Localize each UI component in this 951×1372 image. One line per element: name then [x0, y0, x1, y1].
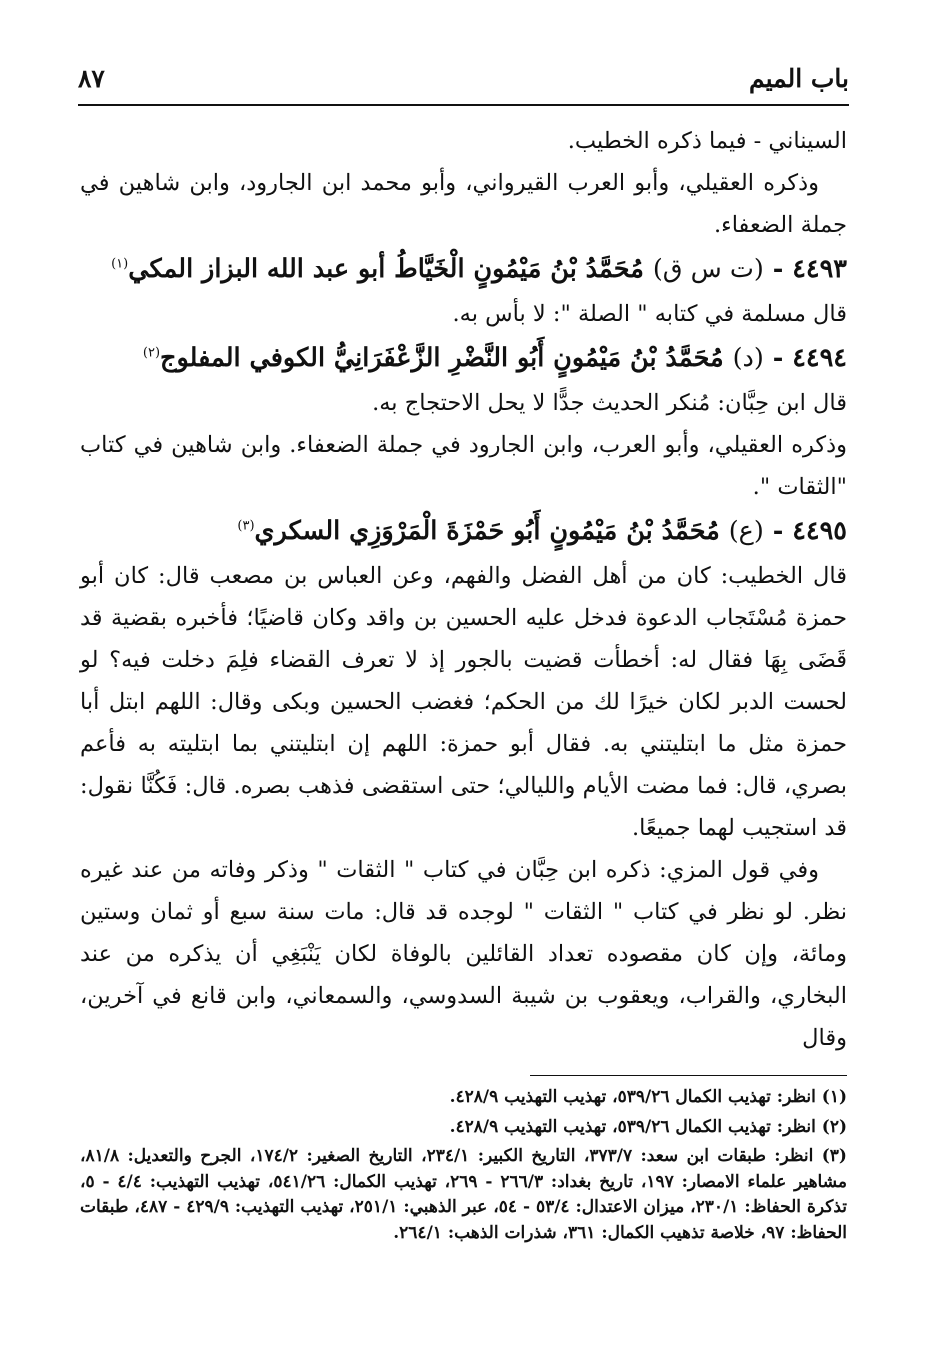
- entry-number: ٤٤٩٥ -: [772, 516, 847, 546]
- paragraph: قال ابن حِبَّان: مُنكر الحديث جدًّا لا يحل الاحتجاج به.: [372, 390, 847, 416]
- paragraph: وذكره العقيلي، وأبو العرب، وابن الجارود في جملة الضعفاء. وابن شاهين في كتاب "الثقات ".: [80, 432, 847, 500]
- entry-code: (د): [732, 343, 764, 373]
- footnotes: [80, 1085, 847, 1250]
- page-number: ٨٧: [78, 64, 105, 93]
- entry-heading-4494: [80, 335, 847, 382]
- paragraph: السيناني - فيما ذكره الخطيب.: [567, 128, 847, 154]
- entry-name: مُحَمَّدُ بْنُ مَيْمُونٍ أَبُو النَّضْرِ الزَّعْفَرَانِيُّ الكوفي المفلوج: [160, 343, 724, 373]
- footnote: (١) انظر: تهذيب الكمال ٥٣٩/٢٦، تهذيب التهذيب ٤٢٨/٩.: [449, 1087, 847, 1107]
- footnote-divider: [530, 1075, 847, 1076]
- entry-heading-4495: [80, 508, 847, 555]
- footnote-ref: (١): [111, 256, 129, 272]
- entry-heading-4493: [80, 246, 847, 293]
- paragraph: وذكره العقيلي، وأبو العرب القيرواني، وأبو محمد ابن الجارود، وابن شاهين في جملة الضعفاء.: [80, 170, 847, 238]
- entry-code: (ع): [728, 516, 764, 546]
- main-text: [80, 120, 847, 1059]
- footnote-ref: (٢): [142, 345, 161, 361]
- entry-name: مُحَمَّدُ بْنُ مَيْمُونٍ الْخَيَّاطُ أبو عبد الله البزاز المكي: [128, 254, 644, 284]
- paragraph: وفي قول المزي: ذكره ابن حِبَّان في كتاب " الثقات " وذكر وفاته من عند غيره نظر. لو نظر في كتاب " الثقات " لوجده قد قال: مات سنة سبع أو ثمان وستين ومائة، وإن كان مقصوده تعداد القائلين بالوفاة لكان يَنْبَغِي أن يذكره من عند البخاري، والقراب، ويعقوب بن شيبة السدوسي، والسمعاني، وابن قانع في آخرين، وقال: [80, 857, 847, 1051]
- entry-number: ٤٤٩٤ -: [772, 343, 847, 373]
- footnote: (٣) انظر: طبقات ابن سعد: ٣٧٣/٧، التاريخ الكبير: ٢٣٤/١، التاريخ الصغير: ١٧٤/٢، الجرح والتعديل: ٨١/٨، مشاهير علماء الامصار: ١٩٧، تاريخ بغداد: ٢٦٦/٣ - ٢٦٩، تهذيب الكمال: ٥٤١/٢٦، تهذيب التهذيب: ٤/٤ - ٥، تذكرة الحفاظ: ٢٣٠/١، ميزان الاعتدال: ٥٣/٤ - ٥٤، عبر الذهبي: ٢٥١/١، تهذيب التهذيب: ٤٢٩/٩ - ٤٨٧، طبقات الحفاظ: ٩٧، خلاصة تذهيب الكمال: ٣٦١، شذرات الذهب: ٢٦٤/١.: [80, 1146, 847, 1243]
- paragraph: قال مسلمة في كتابه " الصلة ": لا بأس به.: [452, 301, 847, 327]
- entry-name: مُحَمَّدُ بْنُ مَيْمُونٍ أَبُو حَمْزَةَ الْمَرْوَزِي السكري: [254, 516, 720, 546]
- paragraph: قال الخطيب: كان من أهل الفضل والفهم، وعن العباس بن مصعب قال: كان أبو حمزة مُسْتَجاب الدعوة فدخل عليه الحسين بن واقد وكان قاضيًا؛ فأخبره بقضية قد قَضَى بِهَا فقال له: أخطأت قضيت بالجور إذ لا تعرف القضاء فلِمَ دخلت فيه؟ لو لحست الدبر لكان خيرًا لك من الحكم؛ فغضب الحسين وبكى وقال: اللهم ابتل أبا حمزة مثل ما ابتليتني به. فقال أبو حمزة: اللهم إن ابتليتني بما ابتليته به فأعم بصري، قال: فما مضت الأيام والليالي؛ حتى استقضى فذهب بصره. قال: فَكُنَّا نقول: قد استجيب لهما جميعًا.: [80, 563, 847, 841]
- entry-code: (ت س ق): [652, 254, 764, 284]
- header-divider: [78, 104, 849, 106]
- footnote-ref: (٣): [237, 518, 255, 534]
- entry-number: ٤٤٩٣ -: [772, 254, 847, 284]
- running-header: [78, 56, 849, 100]
- footnote: (٢) انظر: تهذيب الكمال ٥٣٩/٢٦، تهذيب التهذيب ٤٢٨/٩.: [449, 1116, 847, 1137]
- chapter-title: باب الميم: [748, 64, 849, 93]
